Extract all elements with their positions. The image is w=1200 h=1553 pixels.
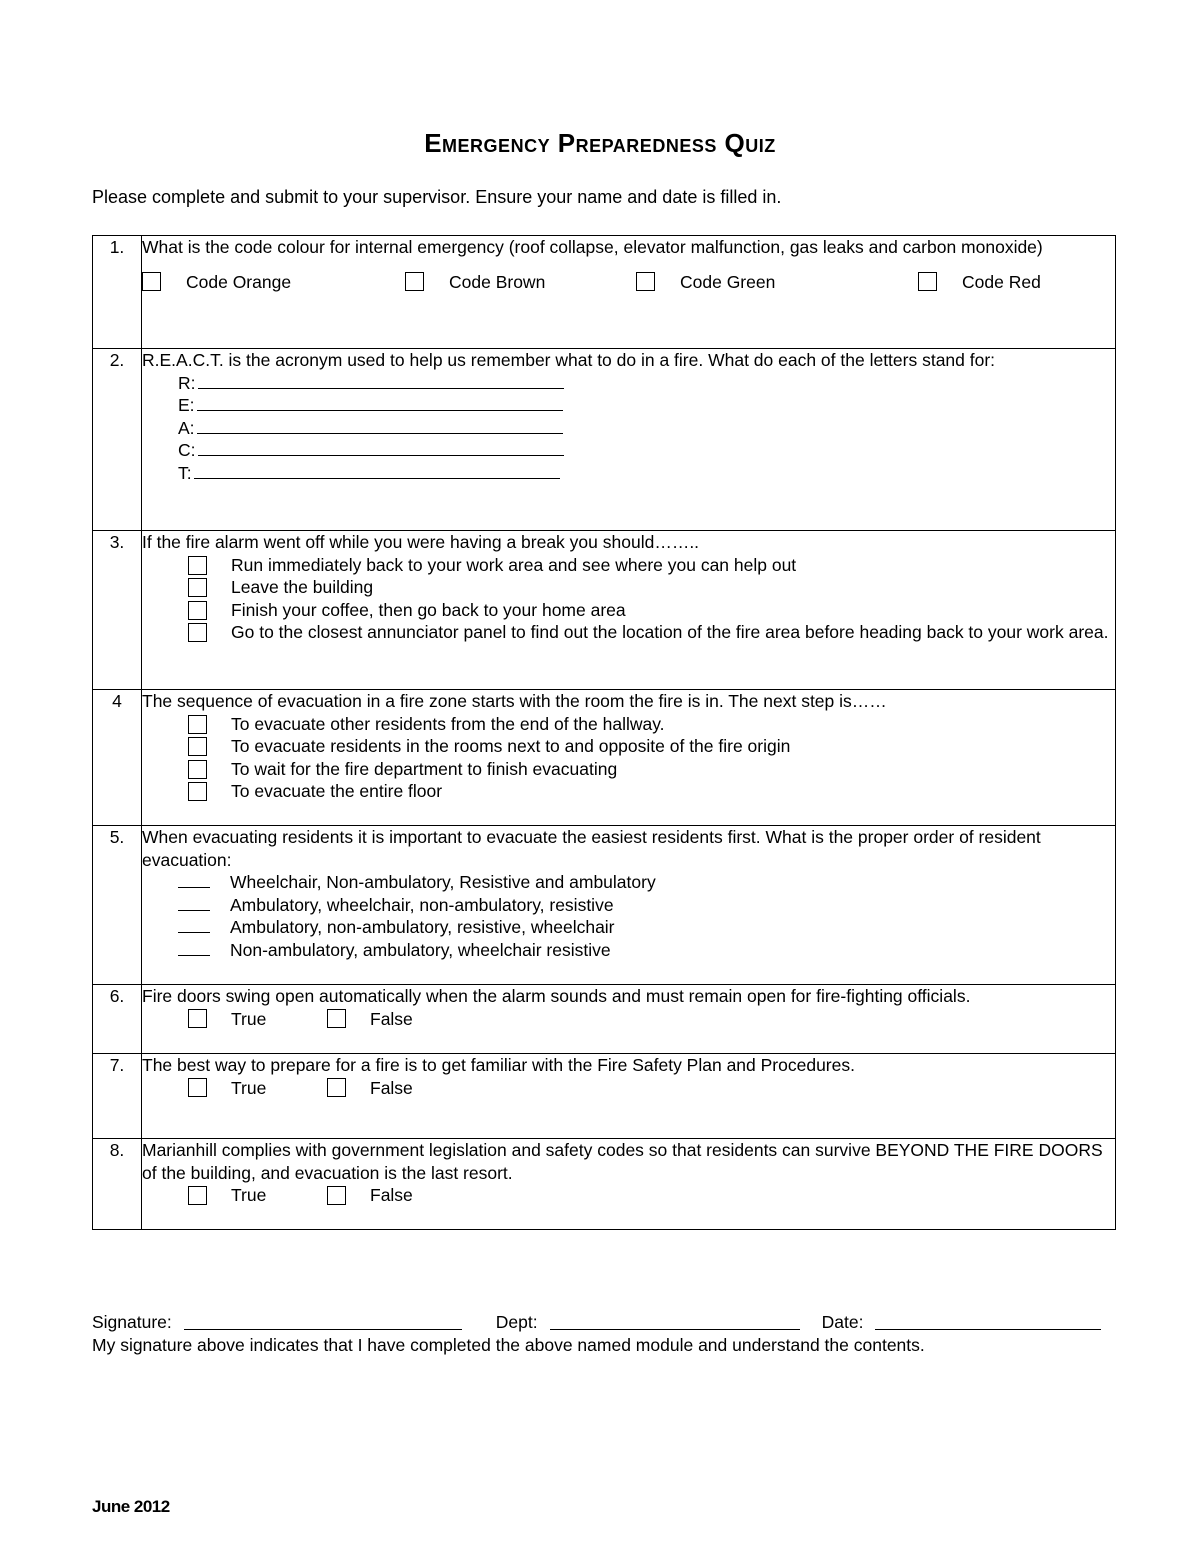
question-number: 1. [93,236,142,349]
ranking-option[interactable]: Wheelchair, Non-ambulatory, Resistive and ambulatory [178,871,1115,894]
checkbox-false[interactable] [327,1078,346,1097]
date-field[interactable] [875,1311,1101,1330]
signature-label: Signature: [92,1312,172,1332]
answer-line-t[interactable]: T: [178,462,1115,485]
checkbox[interactable] [918,272,937,291]
question-text: If the fire alarm went off while you were having a break you should…….. [142,532,700,552]
answer-option[interactable]: Run immediately back to your work area and see where you can help out [142,554,1115,577]
question-text: The sequence of evacuation in a fire zone starts with the room the fire is in. The next step is…… [142,691,887,711]
true-false-options: True False [142,1077,1115,1100]
checkbox-true[interactable] [188,1009,207,1028]
question-number: 4 [93,690,142,826]
checkbox[interactable] [405,272,424,291]
rank-blank[interactable] [178,916,210,933]
question-row [93,531,1116,690]
dept-field[interactable] [550,1311,800,1330]
question-text: The best way to prepare for a fire is to get familiar with the Fire Safety Plan and Procedures. [142,1055,855,1075]
intro-text: Please complete and submit to your supervisor. Ensure your name and date is filled in. [92,187,782,207]
option-code-orange[interactable]: Code Orange [142,271,405,294]
answer-option[interactable]: To evacuate other residents from the end of the hallway. [142,713,1115,736]
question-text: What is the code colour for internal emergency (roof collapse, elevator malfunction, gas leaks and carbon monoxide) [142,237,1043,257]
question-row [93,236,1116,349]
answer-option[interactable]: Go to the closest annunciator panel to find out the location of the fire area before heading back to your work area. [142,621,1115,644]
ranking-option[interactable]: Ambulatory, wheelchair, non-ambulatory, resistive [178,894,1115,917]
checkbox[interactable] [188,578,207,597]
checkbox[interactable] [636,272,655,291]
question-number: 8. [93,1139,142,1230]
signature-block [92,1311,1116,1357]
answer-option[interactable]: To evacuate the entire floor [142,780,1115,803]
question-text: Marianhill complies with government legislation and safety codes so that residents can survive BEYOND THE FIRE DOORS of the building, and evacuation is the last resort. [142,1140,1103,1183]
option-code-brown[interactable]: Code Brown [405,271,636,294]
question-number: 5. [93,826,142,985]
checkbox[interactable] [188,556,207,575]
answer-line-a[interactable]: A: [178,417,1115,440]
question-number: 6. [93,985,142,1054]
answer-option[interactable]: To evacuate residents in the rooms next to and opposite of the fire origin [142,735,1115,758]
question-text: R.E.A.C.T. is the acronym used to help us remember what to do in a fire. What do each of the letters stand for: [142,350,996,370]
react-answers [142,372,1115,485]
checkbox[interactable] [188,601,207,620]
signature-field[interactable] [184,1311,462,1330]
answer-option[interactable]: To wait for the fire department to finish evacuating [142,758,1115,781]
question-number: 3. [93,531,142,690]
option-code-green[interactable]: Code Green [636,271,918,294]
checkbox[interactable] [188,760,207,779]
dept-label: Dept: [495,1312,538,1332]
checkbox-false[interactable] [327,1009,346,1028]
question-number: 7. [93,1054,142,1139]
question-text: When evacuating residents it is important to evacuate the easiest residents first. What is the proper order of resident evacuation: [142,827,1041,870]
answer-option[interactable]: Leave the building [142,576,1115,599]
checkbox-true[interactable] [188,1078,207,1097]
checkbox[interactable] [188,737,207,756]
date-label: Date: [821,1312,864,1332]
page-title: Emergency Preparedness Quiz [424,128,776,158]
question-row [93,985,1116,1054]
checkbox-true[interactable] [188,1186,207,1205]
rank-blank[interactable] [178,894,210,911]
checkbox-false[interactable] [327,1186,346,1205]
ranking-option[interactable]: Non-ambulatory, ambulatory, wheelchair resistive [178,939,1115,962]
true-false-options: True False [142,1184,1115,1207]
question-number: 2. [93,349,142,531]
question-row [93,826,1116,985]
answer-line-c[interactable]: C: [178,439,1115,462]
quiz-table [92,235,1116,1230]
rank-blank[interactable] [178,871,210,888]
checkbox[interactable] [188,623,207,642]
question-row [93,1139,1116,1230]
option-code-red[interactable]: Code Red [918,271,1041,294]
question-row [93,349,1116,531]
answer-option[interactable]: Finish your coffee, then go back to your home area [142,599,1115,622]
question-row [93,1054,1116,1139]
checkbox[interactable] [188,782,207,801]
signature-note: My signature above indicates that I have completed the above named module and understand the contents. [92,1335,925,1355]
ranking-option[interactable]: Ambulatory, non-ambulatory, resistive, wheelchair [178,916,1115,939]
rank-blank[interactable] [178,939,210,956]
answer-line-r[interactable]: R: [178,372,1115,395]
true-false-options: True False [142,1008,1115,1031]
answer-line-e[interactable]: E: [178,394,1115,417]
footer-date: June 2012 [92,1497,170,1516]
checkbox[interactable] [188,715,207,734]
question-row [93,690,1116,826]
checkbox[interactable] [142,272,161,291]
code-options [142,271,1115,294]
question-text: Fire doors swing open automatically when the alarm sounds and must remain open for fire-fighting officials. [142,986,971,1006]
